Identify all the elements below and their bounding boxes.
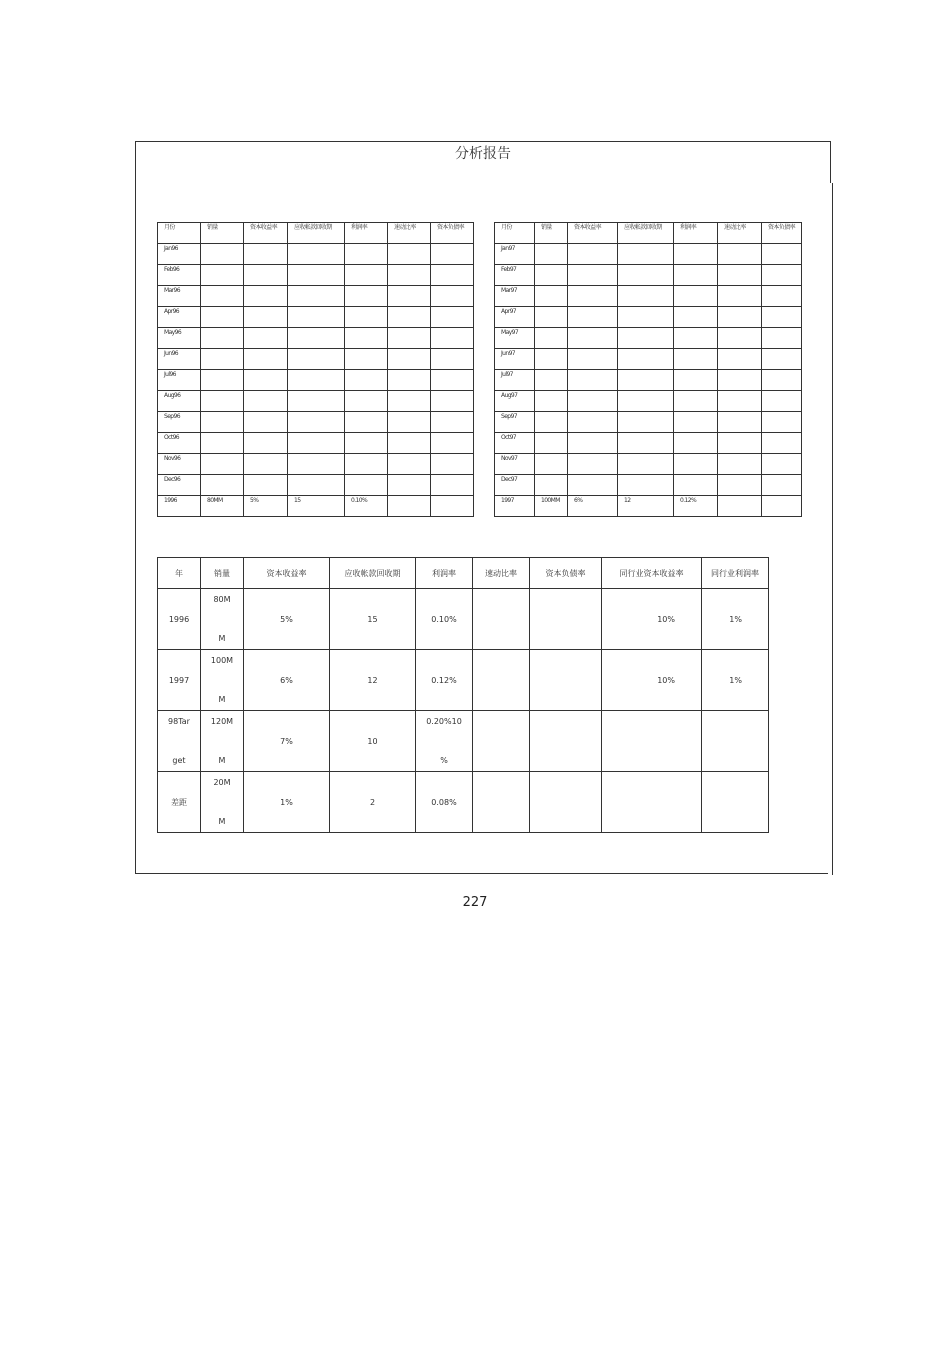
value-cell	[535, 349, 568, 370]
value-cell	[345, 286, 388, 307]
value-cell	[568, 244, 618, 265]
value-cell	[345, 475, 388, 496]
table-row	[158, 244, 474, 265]
value-cell	[535, 433, 568, 454]
value-cell	[431, 475, 474, 496]
margin-cell: 0.08%	[416, 772, 473, 833]
month-cell: Mar96	[158, 286, 201, 307]
month-cell: May96	[158, 328, 201, 349]
month-cell: Jul97	[495, 370, 535, 391]
value-cell	[288, 265, 345, 286]
sales-line: 100M	[210, 656, 234, 665]
month-cell: Mar97	[495, 286, 535, 307]
value-cell	[244, 433, 288, 454]
table-row	[495, 307, 802, 328]
value-cell	[674, 265, 718, 286]
table-row	[158, 391, 474, 412]
value-cell	[345, 412, 388, 433]
year-line: get	[172, 756, 186, 765]
value-cell	[762, 454, 802, 475]
value-cell	[762, 328, 802, 349]
value-cell	[431, 370, 474, 391]
value-cell	[618, 349, 674, 370]
value-cell	[431, 391, 474, 412]
year-cell: 差距	[158, 772, 201, 833]
month-cell: Sep97	[495, 412, 535, 433]
value-cell	[388, 349, 431, 370]
value-cell	[535, 412, 568, 433]
value-cell	[762, 286, 802, 307]
industry-roe-cell: 10%	[602, 650, 702, 711]
value-cell	[718, 307, 762, 328]
header-cell: 应收帐款回收期	[288, 223, 345, 244]
month-cell: 1996	[158, 496, 201, 517]
summary-row-1997	[158, 650, 769, 711]
value-cell	[718, 265, 762, 286]
value-cell	[618, 244, 674, 265]
table-row	[158, 475, 474, 496]
header-cell: 资本负债率	[762, 223, 802, 244]
sales-cell	[201, 711, 244, 772]
table-row	[158, 328, 474, 349]
value-cell	[431, 244, 474, 265]
ar-cell: 12	[330, 650, 416, 711]
header-cell: 同行业资本收益率	[602, 558, 702, 589]
value-cell	[535, 265, 568, 286]
header-cell: 销量	[201, 223, 244, 244]
value-cell	[618, 391, 674, 412]
header-cell: 利润率	[674, 223, 718, 244]
value-cell: 0.10%	[345, 496, 388, 517]
month-cell: Jul96	[158, 370, 201, 391]
value-cell	[535, 328, 568, 349]
table-row	[495, 265, 802, 286]
value-cell	[618, 370, 674, 391]
sales-line: 120M	[210, 717, 234, 726]
value-cell	[568, 412, 618, 433]
value-cell	[568, 265, 618, 286]
value-cell	[568, 307, 618, 328]
value-cell	[244, 286, 288, 307]
value-cell	[718, 433, 762, 454]
margin-line: 0.20%10	[426, 717, 462, 726]
value-cell	[244, 349, 288, 370]
month-cell: Nov96	[158, 454, 201, 475]
value-cell	[201, 286, 244, 307]
roe-cell: 1%	[244, 772, 330, 833]
header-cell: 利润率	[416, 558, 473, 589]
table-row	[495, 475, 802, 496]
month-cell: Feb97	[495, 265, 535, 286]
value-cell	[388, 265, 431, 286]
value-cell: 12	[618, 496, 674, 517]
value-cell	[288, 244, 345, 265]
ar-cell: 15	[330, 589, 416, 650]
sales-line: M	[218, 634, 226, 643]
value-cell	[762, 307, 802, 328]
sales-cell	[201, 772, 244, 833]
month-cell: Jun96	[158, 349, 201, 370]
value-cell	[568, 370, 618, 391]
report-title: 分析报告	[455, 146, 511, 162]
value-cell	[388, 496, 431, 517]
value-cell	[288, 349, 345, 370]
monthly-table-body	[495, 223, 802, 517]
value-cell	[718, 286, 762, 307]
table-row	[495, 370, 802, 391]
month-cell: Nov97	[495, 454, 535, 475]
value-cell	[535, 475, 568, 496]
value-cell	[244, 475, 288, 496]
value-cell	[674, 244, 718, 265]
monthly-table-1996	[157, 222, 474, 517]
table-row	[158, 349, 474, 370]
value-cell	[288, 370, 345, 391]
month-cell: Oct96	[158, 433, 201, 454]
table-row	[158, 370, 474, 391]
summary-row-1996	[158, 589, 769, 650]
value-cell	[201, 454, 244, 475]
monthly-header-row	[158, 223, 474, 244]
value-cell	[201, 307, 244, 328]
value-cell	[431, 433, 474, 454]
value-cell	[388, 391, 431, 412]
value-cell	[388, 370, 431, 391]
value-cell	[288, 286, 345, 307]
header-cell: 销量	[535, 223, 568, 244]
header-cell: 同行业利润率	[702, 558, 769, 589]
sales-line: 80M	[213, 595, 231, 604]
value-cell	[244, 412, 288, 433]
header-cell: 月份	[158, 223, 201, 244]
value-cell	[762, 391, 802, 412]
value-cell	[388, 454, 431, 475]
industry-roe-cell	[602, 772, 702, 833]
value-cell	[535, 370, 568, 391]
value-cell	[388, 475, 431, 496]
value-cell	[568, 454, 618, 475]
debt-cell	[530, 650, 602, 711]
value-cell	[201, 349, 244, 370]
value-cell	[244, 454, 288, 475]
table-row	[495, 433, 802, 454]
year-line: 98Tar	[168, 717, 190, 726]
table-row	[158, 433, 474, 454]
value-cell	[431, 496, 474, 517]
industry-margin-cell: 1%	[702, 589, 769, 650]
value-cell	[674, 475, 718, 496]
value-cell	[618, 328, 674, 349]
summary-row-gap	[158, 772, 769, 833]
year-cell: 1996	[158, 589, 201, 650]
value-cell	[201, 433, 244, 454]
header-cell: 速动比率	[473, 558, 530, 589]
value-cell	[718, 244, 762, 265]
debt-cell	[530, 711, 602, 772]
month-cell: 1997	[495, 496, 535, 517]
value-cell	[718, 454, 762, 475]
value-cell	[618, 475, 674, 496]
month-cell: Apr96	[158, 307, 201, 328]
value-cell	[674, 349, 718, 370]
sales-cell	[201, 650, 244, 711]
table-row	[158, 454, 474, 475]
value-cell	[201, 475, 244, 496]
value-cell	[288, 328, 345, 349]
month-cell: Jan96	[158, 244, 201, 265]
value-cell	[535, 307, 568, 328]
value-cell	[762, 370, 802, 391]
value-cell: 100MM	[535, 496, 568, 517]
value-cell	[388, 328, 431, 349]
month-cell: Jun97	[495, 349, 535, 370]
roe-cell: 5%	[244, 589, 330, 650]
header-cell: 资本收益率	[244, 223, 288, 244]
value-cell: 5%	[244, 496, 288, 517]
value-cell	[674, 454, 718, 475]
header-cell: 年	[158, 558, 201, 589]
month-cell: Dec97	[495, 475, 535, 496]
value-cell	[388, 412, 431, 433]
header-cell: 资本收益率	[244, 558, 330, 589]
value-cell	[244, 370, 288, 391]
table-row	[158, 286, 474, 307]
industry-margin-cell	[702, 711, 769, 772]
value-cell	[568, 349, 618, 370]
header-cell: 速动比率	[388, 223, 431, 244]
value-cell	[244, 307, 288, 328]
header-cell: 应收帐款回收期	[618, 223, 674, 244]
value-cell	[388, 244, 431, 265]
value-cell	[618, 412, 674, 433]
monthly-table-1997	[494, 222, 802, 517]
value-cell	[618, 454, 674, 475]
value-cell	[718, 391, 762, 412]
value-cell: 0.12%	[674, 496, 718, 517]
header-cell: 销量	[201, 558, 244, 589]
value-cell	[288, 412, 345, 433]
value-cell	[618, 286, 674, 307]
value-cell	[345, 370, 388, 391]
value-cell	[718, 349, 762, 370]
quick-cell	[473, 772, 530, 833]
value-cell	[345, 265, 388, 286]
quick-cell	[473, 711, 530, 772]
year-cell: 1997	[158, 650, 201, 711]
value-cell	[674, 307, 718, 328]
year-cell	[158, 711, 201, 772]
value-cell	[201, 328, 244, 349]
sales-line: M	[218, 695, 226, 704]
table-row	[495, 412, 802, 433]
value-cell	[288, 454, 345, 475]
value-cell	[288, 391, 345, 412]
table-row	[495, 349, 802, 370]
sales-line: 20M	[213, 778, 231, 787]
ar-cell: 10	[330, 711, 416, 772]
value-cell	[201, 244, 244, 265]
margin-cell: 0.12%	[416, 650, 473, 711]
header-cell: 资本负债率	[530, 558, 602, 589]
quick-cell	[473, 589, 530, 650]
table-row	[158, 265, 474, 286]
summary-row-98target	[158, 711, 769, 772]
summary-table	[157, 557, 769, 833]
table-row	[495, 496, 802, 517]
table-row	[495, 391, 802, 412]
value-cell	[244, 244, 288, 265]
table-row	[495, 328, 802, 349]
value-cell	[388, 286, 431, 307]
industry-margin-cell: 1%	[702, 650, 769, 711]
value-cell	[345, 244, 388, 265]
header-cell: 资本负债率	[431, 223, 474, 244]
value-cell	[762, 349, 802, 370]
value-cell	[568, 286, 618, 307]
value-cell	[201, 370, 244, 391]
sales-cell	[201, 589, 244, 650]
month-cell: Sep96	[158, 412, 201, 433]
industry-roe-cell	[602, 711, 702, 772]
frame-edge	[828, 183, 833, 875]
value-cell: 6%	[568, 496, 618, 517]
value-cell: 80MM	[201, 496, 244, 517]
value-cell	[431, 349, 474, 370]
month-cell: Jan97	[495, 244, 535, 265]
value-cell	[535, 244, 568, 265]
value-cell	[345, 307, 388, 328]
value-cell	[201, 391, 244, 412]
value-cell	[431, 412, 474, 433]
roe-cell: 7%	[244, 711, 330, 772]
value-cell	[762, 475, 802, 496]
value-cell	[388, 433, 431, 454]
monthly-header-row	[495, 223, 802, 244]
value-cell	[345, 433, 388, 454]
value-cell	[568, 391, 618, 412]
value-cell	[718, 328, 762, 349]
debt-cell	[530, 772, 602, 833]
value-cell	[762, 265, 802, 286]
header-cell: 利润率	[345, 223, 388, 244]
month-cell: May97	[495, 328, 535, 349]
month-cell: Aug96	[158, 391, 201, 412]
value-cell	[674, 328, 718, 349]
value-cell	[618, 433, 674, 454]
value-cell	[244, 265, 288, 286]
roe-cell: 6%	[244, 650, 330, 711]
table-row	[158, 307, 474, 328]
value-cell	[674, 391, 718, 412]
value-cell	[674, 286, 718, 307]
value-cell	[431, 286, 474, 307]
value-cell	[762, 412, 802, 433]
quick-cell	[473, 650, 530, 711]
value-cell	[535, 286, 568, 307]
table-row	[495, 286, 802, 307]
value-cell	[345, 391, 388, 412]
value-cell	[345, 349, 388, 370]
value-cell	[718, 475, 762, 496]
value-cell	[431, 265, 474, 286]
ar-cell: 2	[330, 772, 416, 833]
value-cell	[345, 454, 388, 475]
value-cell	[568, 433, 618, 454]
value-cell	[762, 496, 802, 517]
value-cell	[388, 307, 431, 328]
value-cell	[674, 433, 718, 454]
header-cell: 速动比率	[718, 223, 762, 244]
value-cell	[288, 307, 345, 328]
sales-line: M	[218, 817, 226, 826]
value-cell	[568, 328, 618, 349]
value-cell	[431, 454, 474, 475]
table-row	[495, 454, 802, 475]
sales-line: M	[218, 756, 226, 765]
month-cell: Apr97	[495, 307, 535, 328]
page-number: 227	[462, 895, 488, 910]
monthly-table-body	[158, 223, 474, 517]
value-cell	[618, 265, 674, 286]
value-cell	[431, 328, 474, 349]
industry-roe-cell: 10%	[602, 589, 702, 650]
value-cell	[762, 433, 802, 454]
value-cell	[568, 475, 618, 496]
value-cell	[431, 307, 474, 328]
value-cell	[762, 244, 802, 265]
value-cell	[618, 307, 674, 328]
month-cell: Feb96	[158, 265, 201, 286]
table-row	[158, 496, 474, 517]
value-cell	[718, 412, 762, 433]
value-cell	[535, 391, 568, 412]
header-cell: 月份	[495, 223, 535, 244]
debt-cell	[530, 589, 602, 650]
value-cell	[535, 454, 568, 475]
value-cell	[718, 496, 762, 517]
value-cell	[288, 475, 345, 496]
value-cell	[674, 412, 718, 433]
month-cell: Dec96	[158, 475, 201, 496]
month-cell: Oct97	[495, 433, 535, 454]
value-cell	[718, 370, 762, 391]
summary-header-row	[158, 558, 769, 589]
value-cell	[288, 433, 345, 454]
value-cell: 15	[288, 496, 345, 517]
value-cell	[244, 391, 288, 412]
margin-cell	[416, 711, 473, 772]
value-cell	[201, 412, 244, 433]
value-cell	[201, 265, 244, 286]
header-cell: 应收帐款回收期	[330, 558, 416, 589]
value-cell	[244, 328, 288, 349]
month-cell: Aug97	[495, 391, 535, 412]
margin-cell: 0.10%	[416, 589, 473, 650]
table-row	[495, 244, 802, 265]
margin-line: %	[440, 756, 448, 765]
value-cell	[674, 370, 718, 391]
header-cell: 资本收益率	[568, 223, 618, 244]
industry-margin-cell	[702, 772, 769, 833]
table-row	[158, 412, 474, 433]
value-cell	[345, 328, 388, 349]
